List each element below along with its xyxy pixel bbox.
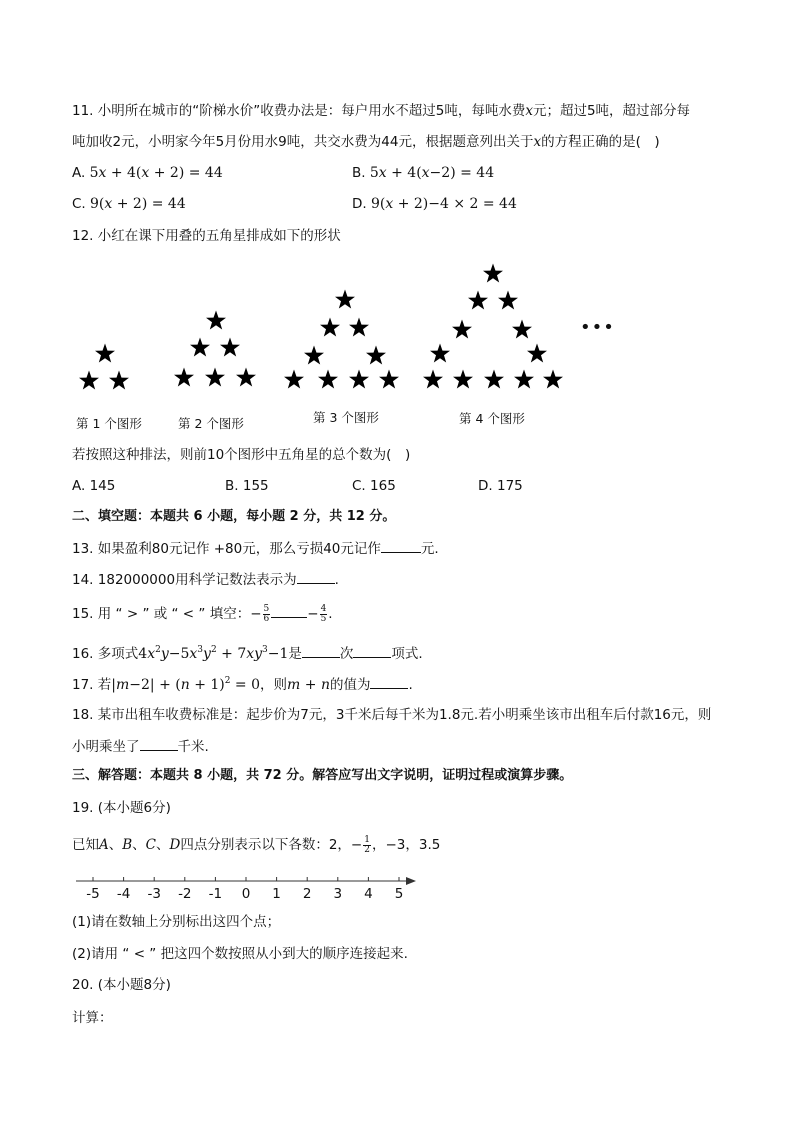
q12-option-c: C. 165 xyxy=(352,478,396,494)
star-icon xyxy=(320,318,340,337)
star-icon xyxy=(498,291,518,310)
q19-sub2: (2)请用 “ < ” 把这四个数按照从小到大的顺序连接起来. xyxy=(72,946,408,962)
caption-figure-3: 第 3 个图形 xyxy=(313,410,379,425)
answer-blank xyxy=(297,569,335,584)
star-icon xyxy=(236,368,256,387)
figure-1 xyxy=(79,344,129,390)
star-icon xyxy=(379,370,399,389)
star-icon xyxy=(304,346,324,365)
figure-3 xyxy=(284,290,399,389)
star-icon xyxy=(527,344,547,363)
section-2-heading: 二、填空题：本题共 6 小题，每小题 2 分，共 12 分。 xyxy=(72,509,396,524)
star-icon xyxy=(190,338,210,357)
answer-blank xyxy=(271,603,307,618)
ellipsis: ••• xyxy=(580,317,615,338)
star-icon xyxy=(335,290,355,309)
tick-label: -2 xyxy=(178,886,192,902)
answer-blank xyxy=(302,643,340,658)
tick-label: 5 xyxy=(394,886,404,902)
star-icon xyxy=(512,320,532,339)
answer-blank xyxy=(140,736,178,751)
star-icon xyxy=(453,370,473,389)
caption-figure-2: 第 2 个图形 xyxy=(178,416,244,431)
star-icon xyxy=(349,318,369,337)
tick-label: 0 xyxy=(241,886,251,902)
star-icon xyxy=(366,346,386,365)
star-icon xyxy=(452,320,472,339)
q18-line1: 18. 某市出租车收费标准是：起步价为7元，3千米后每千米为1.8元.若小明乘坐该市出租车后付款16元，则 xyxy=(72,707,712,723)
star-icon xyxy=(484,370,504,389)
star-icon xyxy=(109,371,129,390)
q19-sub1: (1)请在数轴上分别标出这四个点； xyxy=(72,914,281,930)
tick-label: 3 xyxy=(333,886,343,902)
star-icon xyxy=(318,370,338,389)
q11-line2: 吨加收2元，小明家今年5月份用水9吨，共交水费为44元，根据题意列出关于x的方程正确的是( ) xyxy=(72,134,660,150)
q20-header: 20. (本小题8分) xyxy=(72,977,171,993)
figure-2 xyxy=(174,311,256,387)
star-icon xyxy=(543,370,563,389)
star-icon xyxy=(284,370,304,389)
tick-label: 4 xyxy=(364,886,373,902)
q11-option-c: C. 9(𝑥 + 2) = 44 xyxy=(72,196,186,212)
star-icon xyxy=(95,344,115,363)
q14: 14. 182000000用科学记数法表示为 . xyxy=(72,569,339,590)
tick-label: 2 xyxy=(302,886,312,902)
q11-option-b: B. 5𝑥 + 4(𝑥−2) = 44 xyxy=(352,165,495,181)
q20-text: 计算： xyxy=(72,1010,113,1026)
star-icon xyxy=(349,370,369,389)
q12-option-d: D. 175 xyxy=(478,478,523,494)
section-3-heading: 三、解答题：本题共 8 小题，共 72 分。解答应写出文字说明，证明过程或演算步骤。 xyxy=(72,768,573,783)
q13: 13. 如果盈利80元记作 +80元，那么亏损40元记作 元. xyxy=(72,538,439,559)
star-icon xyxy=(206,311,226,330)
star-icon xyxy=(483,264,503,283)
tick-label: -4 xyxy=(116,886,131,902)
q12-option-a: A. 145 xyxy=(72,478,116,494)
answer-blank xyxy=(370,674,408,689)
q18-line2: 小明乘坐了 千米. xyxy=(72,736,209,757)
answer-blank xyxy=(381,538,421,553)
caption-figure-1: 第 1 个图形 xyxy=(76,416,142,431)
tick-label: 1 xyxy=(272,886,281,902)
q12-question: 若按照这种排法，则前10个图形中五角星的总个数为( ) xyxy=(72,447,411,463)
star-icon xyxy=(220,338,240,357)
star-icon xyxy=(205,368,225,387)
figure-4 xyxy=(423,264,563,389)
q15: 15. 用 “ > ” 或 “ < ” 填空：− $\frac{5}{6}$ − $\frac{4}{5}$ . xyxy=(72,603,333,624)
star-icon xyxy=(468,291,488,310)
star-icon xyxy=(423,370,443,389)
tick-label: -3 xyxy=(147,886,161,902)
q17: 17. 若$|m-2| + (n + 1)^2 = 0$，则m + n的值为 . xyxy=(72,676,413,693)
q11-option-a: A. 5𝑥 + 4(𝑥 + 2) = 44 xyxy=(72,165,223,181)
star-icon xyxy=(514,370,534,389)
star-icon xyxy=(79,371,99,390)
tick-label: -1 xyxy=(208,886,223,902)
star-icon xyxy=(174,368,194,387)
caption-figure-4: 第 4 个图形 xyxy=(459,411,525,426)
q11-option-d: D. 9(𝑥 + 2)−4 × 2 = 44 xyxy=(352,196,517,212)
q12-option-b: B. 155 xyxy=(225,478,269,494)
answer-blank xyxy=(353,643,391,658)
q12-text: 12. 小红在课下用叠的五角星排成如下的形状 xyxy=(72,228,341,244)
q19-header: 19. (本小题6分) xyxy=(72,800,171,816)
tick-label: -5 xyxy=(86,886,100,902)
q11-line1: 11. 小明所在城市的“阶梯水价”收费办法是：每户用水不超过5吨，每吨水费x元；超过5吨，超过部分每 xyxy=(72,103,691,119)
star-icon xyxy=(430,344,450,363)
q19-statement: 已知A、B、C、D四点分别表示以下各数：2，− $\frac{1}{2}$ ，−3，3.5 xyxy=(72,834,441,855)
q16: 16. 多项式$4x^2y-5x^3y^2 + 7xy^3-1$是 次 项式. xyxy=(72,645,423,662)
